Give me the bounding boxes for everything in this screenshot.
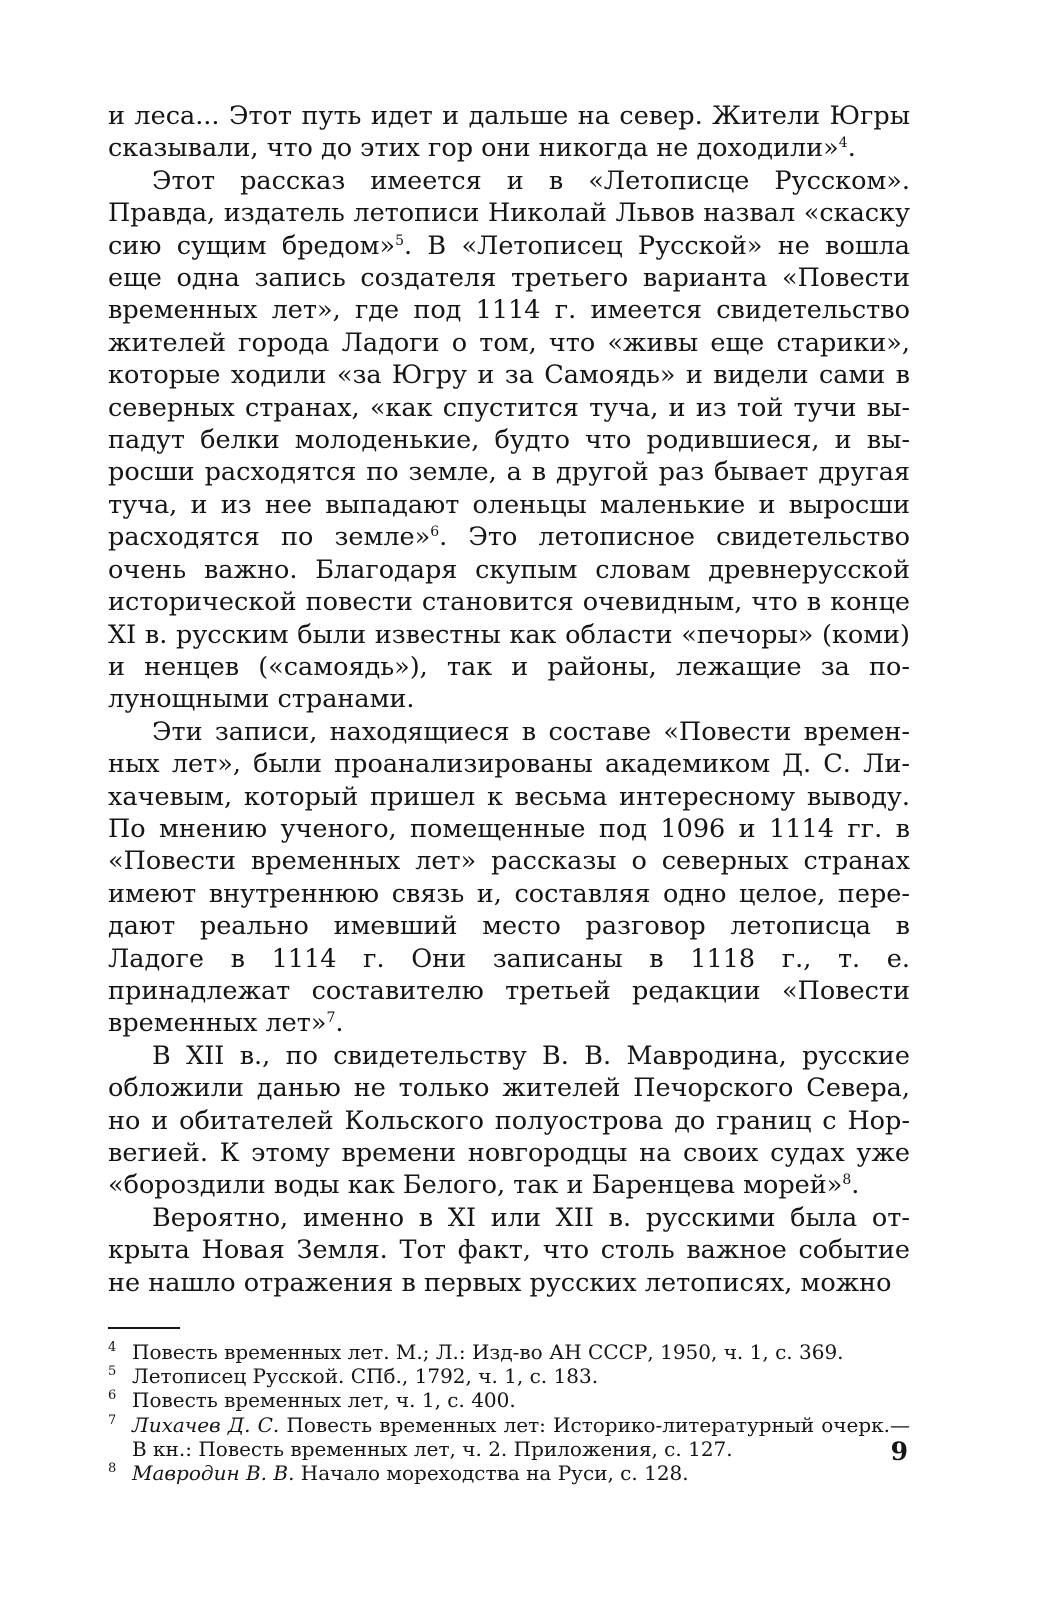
footnotes: [108, 1340, 910, 1485]
footnote-text: Начало мореходства на Руси, с. 128.: [294, 1461, 689, 1486]
footnote-number: 8: [108, 1461, 117, 1477]
paragraph-3-end: .: [335, 1008, 344, 1039]
footnote: [108, 1413, 910, 1461]
paragraph-3-text: Эти записи, находящиеся в составе «Повести временных лет», были проанализированы академиком Д. С. Лихачевым, который пришел к весьма интересному выводу. По мнению ученого, помещенные под 1096 и 1114 гг. в «Повести временных лет» рассказы о северных странах имеют внутреннюю связь и, составляя одно целое, передают реально имевший место разговор летописца в Ладоге в 1114 г. Они записаны в 1118 г., т. е. принадлежат составителю третьей редакции «Повести временных лет»: [108, 716, 910, 1039]
paragraph-4-text: В XII в., по свидетельству В. В. Мавродина, русские обложили данью не только жителей Печорского Севера, но и обитателей Кольского полуострова до границ с Норвегией. К этому времени новгородцы на своих судах уже «бороздили воды как Белого, так и Баренцева морей»: [108, 1040, 910, 1201]
footnote: [108, 1388, 910, 1412]
footnote-ref-8: 8: [842, 1172, 852, 1189]
footnote-number: 6: [108, 1388, 117, 1404]
footnote-author: Лихачев Д. С.: [132, 1412, 280, 1437]
footnote-number: 7: [108, 1412, 117, 1428]
paragraph-1-text: и леса... Этот путь идет и дальше на север. Жители Югры сказывали, что до этих гор они никогда не доходили»: [108, 101, 910, 164]
paragraph-4-end: .: [851, 1170, 860, 1201]
paragraph-2-text-c: . Это летописное свидетельство очень важно. Благодаря скупым словам древнерусской исторической повести становится очевидным, что в конце XI в. русским были известны как области «печоры» (коми) и ненцев («самоядь»), так и районы, лежащие за полунощными странами.: [108, 522, 910, 715]
footnote-ref-5: 5: [395, 232, 405, 249]
footnote: [108, 1340, 910, 1364]
book-page: [108, 100, 910, 1485]
footnote-number: 4: [108, 1340, 117, 1356]
footnote-divider: [108, 1327, 180, 1329]
page-number: 9: [890, 1437, 908, 1466]
paragraph-2-text-b: . В «Летописец Русской» не вошла еще одна запись создателя третьего варианта «Повести временных лет», где под 1114 г. имеется свидетельство жителей города Ладоги о том, что «живы еще старики», которые ходили «за Югру и за Самоядь» и видели сами в северных странах, «как спустится туча, и из той тучи выпадут белки молоденькие, будто что родившиеся, и выросши расходятся по земле, а в другой раз бывает другая туча, и из нее выпадают оленьцы маленькие и выросши расходятся по земле»: [108, 230, 910, 553]
paragraph-3: [108, 716, 910, 1040]
footnote-text: Летописец Русской. СПб., 1792, ч. 1, с. 183.: [132, 1364, 599, 1389]
footnote-ref-6: 6: [430, 524, 440, 541]
footnote-text: Повесть временных лет. М.; Л.: Изд-во АН СССР, 1950, ч. 1, с. 369.: [132, 1340, 844, 1365]
footnote-text: Повесть временных лет, ч. 1, с. 400.: [132, 1388, 516, 1413]
footnote-author: Мавродин В. В.: [132, 1461, 295, 1486]
paragraph-5-text: Вероятно, именно в XI или XII в. русскими была открыта Новая Земля. Тот факт, что столь важное событие не нашло отражения в первых русских летописях, можно: [108, 1202, 910, 1298]
footnote: [108, 1461, 910, 1485]
footnote: [108, 1364, 910, 1388]
paragraph-2-text-a: Этот рассказ имеется и в «Летописце Русском». Правда, издатель летописи Николай Львов назвал «скаску сию сущим бредом»: [108, 165, 910, 261]
footnote-ref-7: 7: [326, 1010, 336, 1027]
paragraph-1-end: .: [847, 133, 856, 164]
footnote-number: 5: [108, 1364, 117, 1380]
footnote-text: Повесть временных лет: Историко-литературный очерк.— В кн.: Повесть временных лет, ч. 2. Приложения, с. 127.: [132, 1412, 911, 1461]
paragraph-2: [108, 165, 910, 716]
paragraph-1: [108, 100, 910, 165]
paragraph-4: [108, 1040, 910, 1202]
paragraph-5: [108, 1202, 910, 1299]
footnote-ref-4: 4: [838, 135, 848, 152]
main-text: [108, 100, 910, 1299]
